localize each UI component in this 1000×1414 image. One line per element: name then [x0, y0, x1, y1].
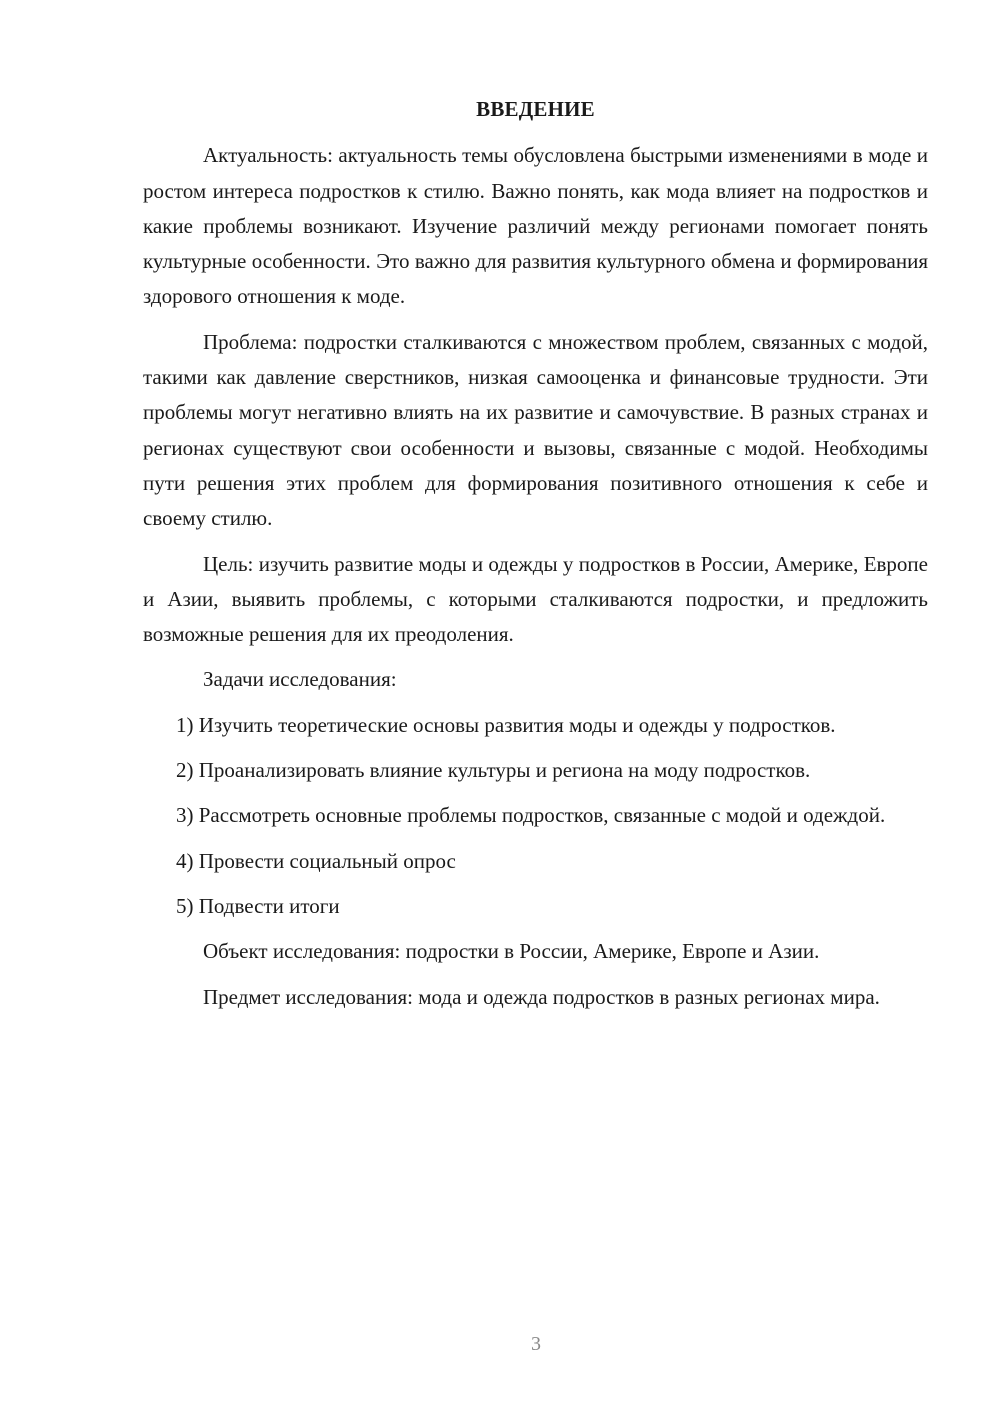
task-item: 1) Изучить теоретические основы развития моды и одежды у подростков. [176, 712, 836, 737]
task-item: 5) Подвести итоги [176, 893, 340, 918]
goal-paragraph: Цель: изучить развитие моды и одежды у подростков в России, Америке, Европе и Азии, выявить проблемы, с которыми сталкиваются подростки, и предложить возможные решения для их преодоления. [143, 551, 928, 647]
task-item: 3) Рассмотреть основные проблемы подростков, связанные с модой и одеждой. [176, 803, 886, 828]
task-item: 2) Проанализировать влияние культуры и региона на моду подростков. [176, 758, 811, 783]
page-number: 3 [531, 1333, 541, 1355]
task-item: 4) Провести социальный опрос [176, 848, 456, 873]
tasks-heading: Задачи исследования: [203, 667, 397, 692]
object-paragraph: Объект исследования: подростки в России, Америке, Европе и Азии. [203, 939, 820, 964]
problem-paragraph: Проблема: подростки сталкиваются с множеством проблем, связанных с модой, такими как давление сверстников, низкая самооценка и финансовые трудности. Эти проблемы могут негативно влиять на их развитие и самочувствие. В разных странах и регионах существуют свои особенности и вызовы, связанные с модой. Необходимы пути решения этих проблем для формирования позитивного отношения к себе и своему стилю. [143, 329, 928, 531]
section-title: ВВЕДЕНИЕ [476, 97, 595, 121]
relevance-paragraph: Актуальность: актуальность темы обусловлена быстрыми изменениями в моде и ростом интереса подростков к стилю. Важно понять, как мода влияет на подростков и какие проблемы возникают. Изучение различий между регионами помогает понять культурные особенности. Это важно для развития культурного обмена и формирования здорового отношения к моде. [143, 143, 928, 309]
subject-paragraph: Предмет исследования: мода и одежда подростков в разных регионах мира. [203, 984, 880, 1009]
document-page [143, 92, 928, 1025]
